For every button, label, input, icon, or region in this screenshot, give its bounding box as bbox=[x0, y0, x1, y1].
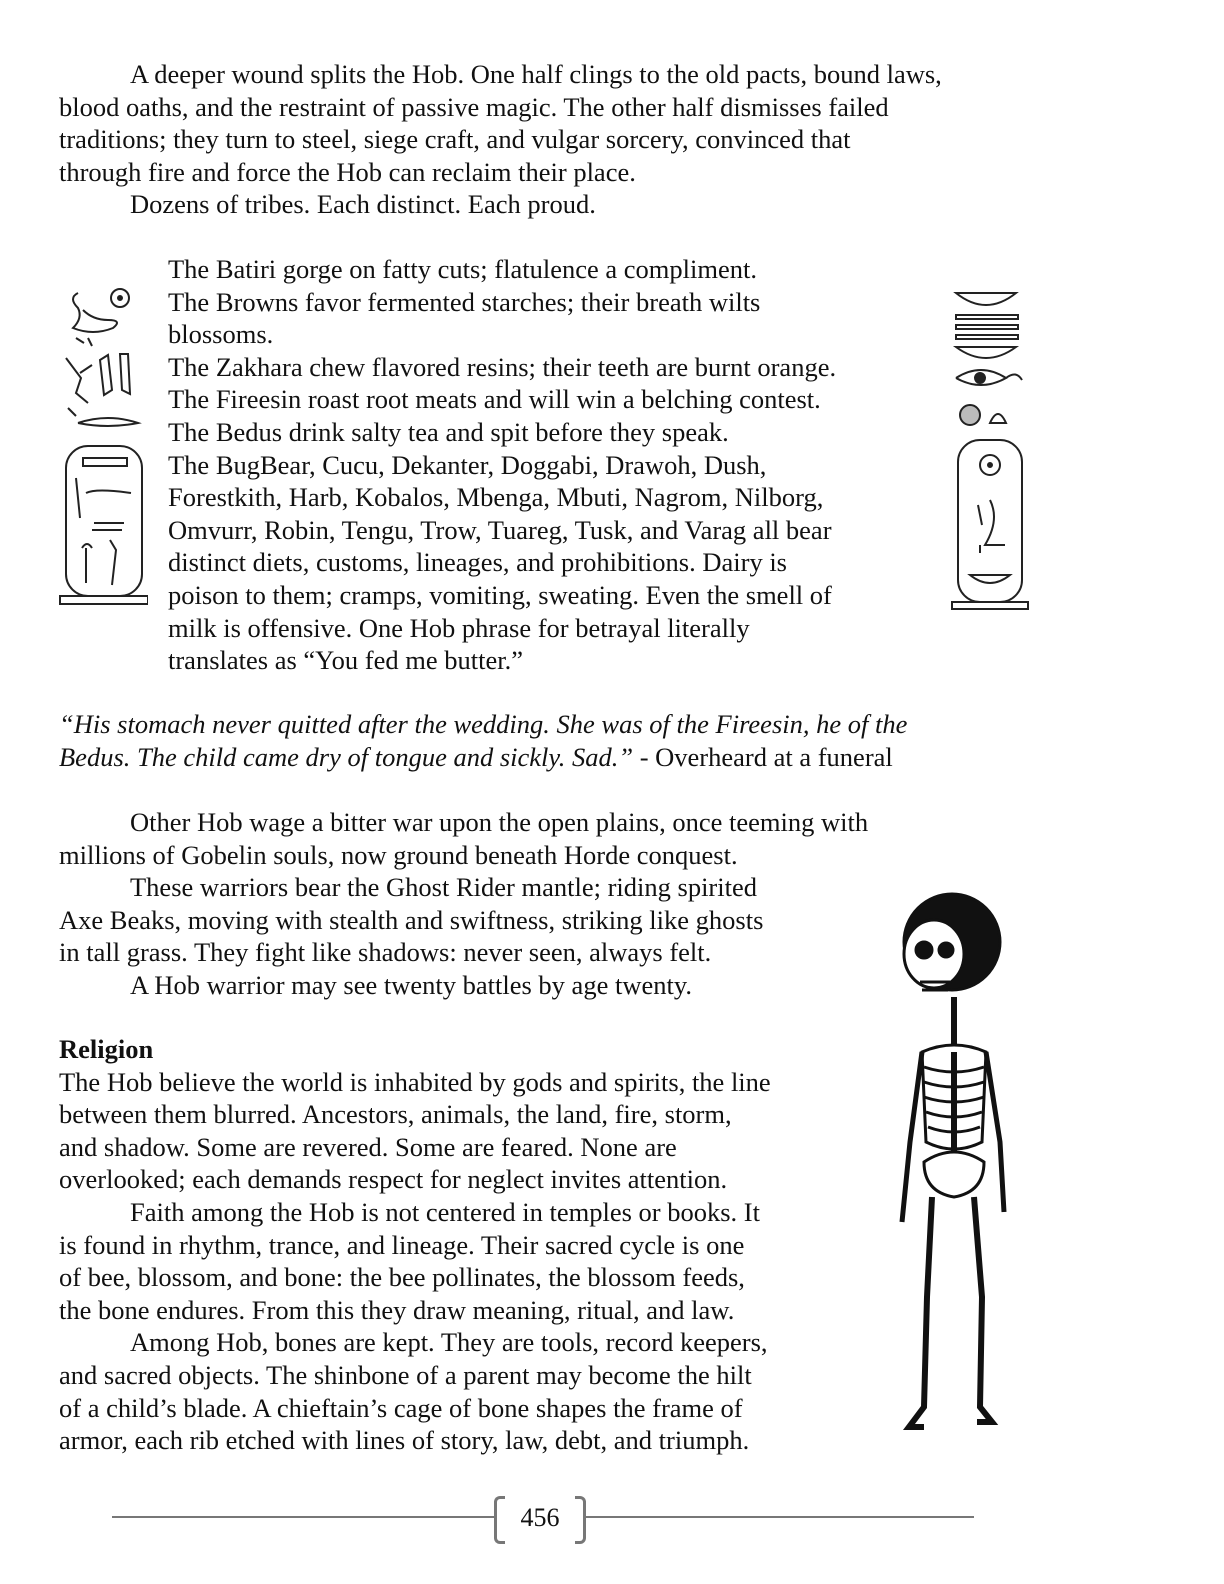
quote-line: “His stomach never quitted after the wedding. She was of the Fireesin, he of the bbox=[59, 709, 908, 739]
text-line: through fire and force the Hob can reclaim their place. bbox=[59, 156, 636, 187]
religion-section bbox=[59, 1033, 771, 1457]
footer-rule-right bbox=[584, 1516, 974, 1518]
text-line: and sacred objects. The shinbone of a parent may become the hilt bbox=[59, 1359, 752, 1390]
text-line: of bee, blossom, and bone: the bee pollinates, the blossom feeds, bbox=[59, 1262, 745, 1293]
paragraph-ghost-riders bbox=[59, 806, 868, 1002]
text-line: milk is offensive. One Hob phrase for betrayal literally bbox=[168, 612, 750, 643]
quote-attribution: - Overheard at a funeral bbox=[633, 741, 893, 772]
text-line: traditions; they turn to steel, siege craft, and vulgar sorcery, convinced that bbox=[59, 124, 851, 155]
text-line: Faith among the Hob is not centered in temples or books. It bbox=[130, 1196, 760, 1227]
text-line: translates as “You fed me butter.” bbox=[168, 645, 523, 676]
page-number: 456 bbox=[520, 1503, 560, 1532]
quote-line: Bedus. The child came dry of tongue and sickly. Sad.” bbox=[59, 741, 634, 772]
text-line: The Hob believe the world is inhabited by gods and spirits, the line bbox=[59, 1066, 771, 1097]
text-line: Among Hob, bones are kept. They are tools, record keepers, bbox=[130, 1327, 768, 1358]
text-line: in tall grass. They fight like shadows: never seen, always felt. bbox=[59, 937, 712, 968]
tribes-diet-list bbox=[168, 253, 836, 677]
text-line: The Zakhara chew flavored resins; their teeth are burnt orange. bbox=[168, 351, 837, 382]
hieroglyph-right-illustration bbox=[950, 285, 1030, 610]
page-number-box bbox=[494, 1496, 586, 1540]
text-line: Other Hob wage a bitter war upon the open plains, once teeming with bbox=[130, 807, 869, 837]
text-line: A Hob warrior may see twenty battles by age twenty. bbox=[130, 969, 692, 1000]
text-line: The Bedus drink salty tea and spit before they speak. bbox=[168, 416, 729, 447]
right-bracket bbox=[575, 1496, 586, 1544]
text-line: The Fireesin roast root meats and will win a belching contest. bbox=[168, 384, 821, 415]
text-line: A deeper wound splits the Hob. One half clings to the old pacts, bound laws, bbox=[130, 59, 942, 89]
text-line: is found in rhythm, trance, and lineage. Their sacred cycle is one bbox=[59, 1229, 745, 1260]
text-line: between them blurred. Ancestors, animals, the land, fire, storm, bbox=[59, 1099, 732, 1130]
text-line: poison to them; cramps, vomiting, sweating. Even the smell of bbox=[168, 579, 832, 610]
religion-body bbox=[59, 1066, 771, 1457]
hieroglyph-left-illustration bbox=[58, 278, 148, 608]
paragraph-tribal-split bbox=[59, 58, 942, 221]
text-line: blood oaths, and the restraint of passive magic. The other half dismisses failed bbox=[59, 91, 889, 122]
text-line: of a child’s blade. A chieftain’s cage of bone shapes the frame of bbox=[59, 1392, 743, 1423]
text-line: armor, each rib etched with lines of story, law, debt, and triumph. bbox=[59, 1425, 750, 1456]
text-line: Axe Beaks, moving with stealth and swiftness, striking like ghosts bbox=[59, 904, 764, 935]
skeleton-illustration bbox=[862, 892, 1012, 1437]
section-heading: Religion bbox=[59, 1034, 154, 1064]
text-line: The Batiri gorge on fatty cuts; flatulence a compliment. bbox=[168, 254, 757, 284]
text-line: millions of Gobelin souls, now ground beneath Horde conquest. bbox=[59, 839, 738, 870]
text-line: Omvurr, Robin, Tengu, Trow, Tuareg, Tusk, and Varag all bear bbox=[168, 514, 832, 545]
text-line: The Browns favor fermented starches; their breath wilts bbox=[168, 286, 761, 317]
left-bracket bbox=[494, 1496, 505, 1544]
text-line: and shadow. Some are revered. Some are feared. None are bbox=[59, 1131, 677, 1162]
text-line: overlooked; each demands respect for neglect invites attention. bbox=[59, 1164, 728, 1195]
text-line: Forestkith, Harb, Kobalos, Mbenga, Mbuti, Nagrom, Nilborg, bbox=[168, 482, 824, 513]
text-line: blossoms. bbox=[168, 319, 274, 350]
text-line: Dozens of tribes. Each distinct. Each proud. bbox=[130, 189, 596, 220]
footer-rule-left bbox=[112, 1516, 496, 1518]
text-line: The BugBear, Cucu, Dekanter, Doggabi, Drawoh, Dush, bbox=[168, 449, 767, 480]
funeral-quote bbox=[59, 708, 907, 773]
text-line: distinct diets, customs, lineages, and prohibitions. Dairy is bbox=[168, 547, 787, 578]
text-line: These warriors bear the Ghost Rider mantle; riding spirited bbox=[130, 872, 757, 903]
text-line: the bone endures. From this they draw meaning, ritual, and law. bbox=[59, 1294, 735, 1325]
